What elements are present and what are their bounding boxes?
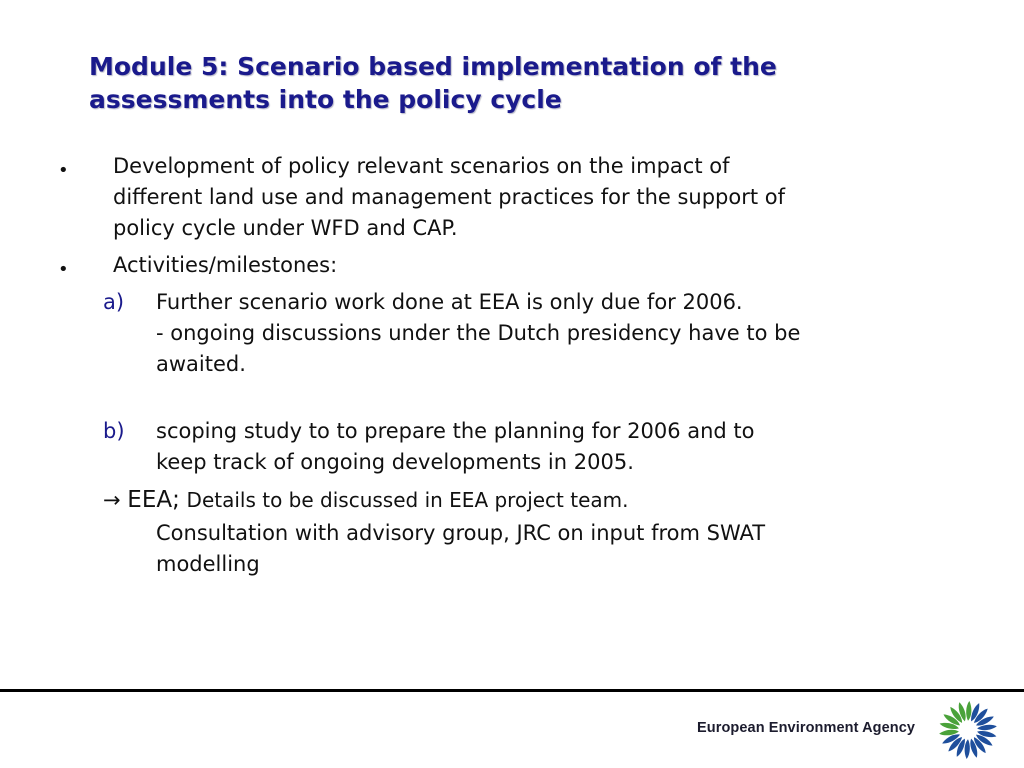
bullet-marker: • — [58, 259, 69, 280]
eea-note-line-2: Consultation with advisory group, JRC on input from SWAT — [156, 521, 766, 545]
eea-note-line-3: modelling — [156, 552, 260, 576]
logo-petal — [966, 701, 971, 721]
bullet-1-line-1: Development of policy relevant scenarios on the impact of — [113, 154, 730, 178]
subitem-b-marker: b) — [103, 419, 125, 443]
eea-note-lead: EEA; — [127, 487, 180, 513]
bullet-marker: • — [58, 160, 69, 181]
eea-sunflower-logo-icon — [935, 697, 1001, 763]
subitem-a-marker: a) — [103, 290, 125, 314]
bullet-2-line-1: Activities/milestones: — [113, 253, 338, 277]
bullet-1-line-2: different land use and management practices for the support of — [113, 185, 786, 209]
subitem-b-line-2: keep track of ongoing developments in 2005. — [156, 450, 634, 474]
subitem-a-line-3: awaited. — [156, 352, 246, 376]
subitem-a-line-1: Further scenario work done at EEA is only due for 2006. — [156, 290, 743, 314]
footer-divider — [0, 689, 1024, 692]
eea-note — [103, 485, 943, 516]
subitem-b-line-1: scoping study to to prepare the planning for 2006 and to — [156, 419, 755, 443]
right-arrow-icon: → — [103, 488, 121, 512]
eea-note-text: Details to be discussed in EEA project team. — [186, 488, 629, 512]
bullet-1-line-3: policy cycle under WFD and CAP. — [113, 216, 458, 240]
agency-name: European Environment Agency — [697, 720, 916, 736]
logo-petal — [965, 739, 970, 759]
subitem-a-line-2: - ongoing discussions under the Dutch presidency have to be — [156, 321, 801, 345]
slide-title: Module 5: Scenario based implementation of the assessments into the policy cycle — [89, 52, 777, 114]
